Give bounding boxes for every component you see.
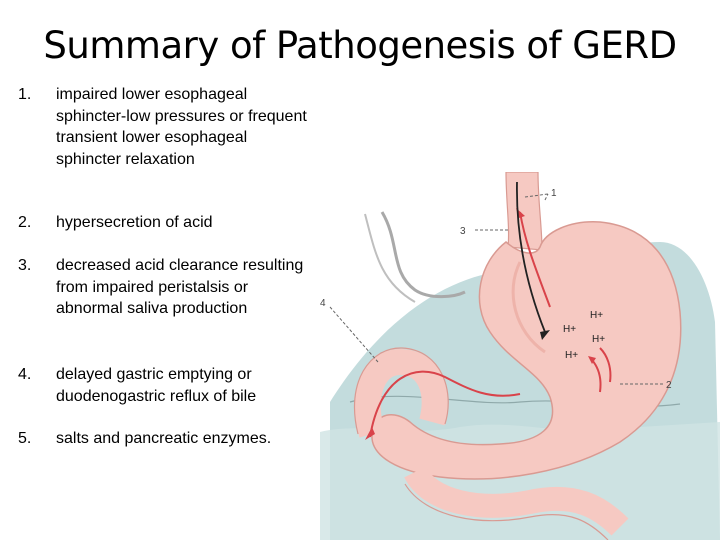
list-number: 2. (18, 214, 32, 231)
list-number: 4. (18, 366, 32, 383)
callout-line (545, 194, 548, 200)
hydrogen-ion-label: H+ (590, 310, 604, 321)
organ-outline (382, 212, 465, 297)
list-text: impaired lower esophageal sphincter-low pressures or frequent transient lower esophageal sphincter relaxation (56, 86, 307, 168)
list-text: delayed gastric emptying or duodenogastric reflux of bile (56, 366, 257, 405)
callout-line (330, 307, 378, 362)
hydrogen-ion-label: H+ (565, 350, 579, 361)
hydrogen-ion-label: H+ (563, 324, 577, 335)
callout-1: 1 (551, 188, 557, 199)
stomach-illustration (320, 172, 720, 540)
esophagus (506, 172, 542, 250)
callout-2: 2 (666, 380, 672, 391)
list-text: hypersecretion of acid (56, 214, 213, 231)
slide-title: Summary of Pathogenesis of GERD (43, 24, 677, 67)
list-text: salts and pancreatic enzymes. (56, 430, 272, 447)
list-number: 5. (18, 430, 32, 447)
hydrogen-ion-label: H+ (592, 334, 606, 345)
list-text: decreased acid clearance resulting from impaired peristalsis or abnormal saliva production (56, 257, 304, 317)
list-number: 1. (18, 86, 32, 103)
list-number: 3. (18, 257, 32, 274)
callout-4: 4 (320, 298, 326, 309)
callout-3: 3 (460, 226, 466, 237)
